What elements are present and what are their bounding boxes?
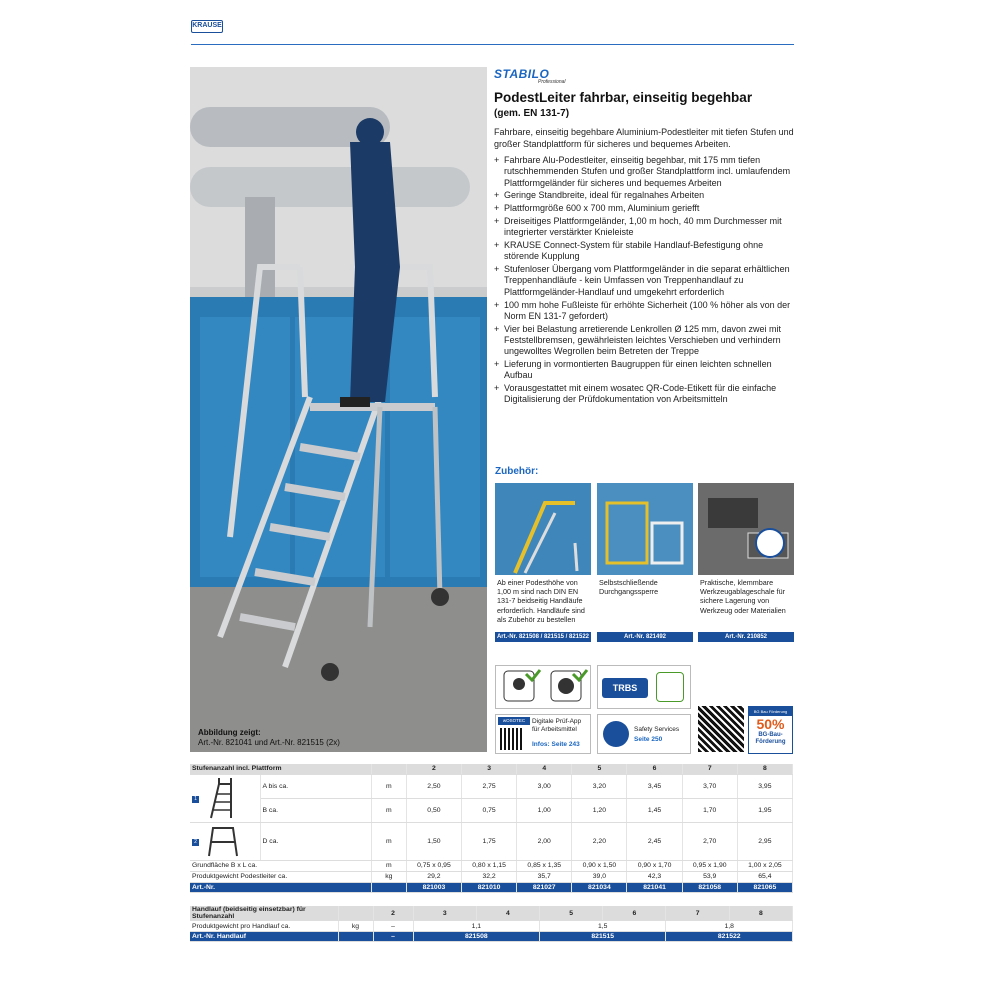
safety-services-icon (603, 721, 629, 747)
feature-item: + 100 mm hohe Fußleiste für erhöhte Sicherheit (100 % höher als von der Norm EN 131-7 gefordert) (494, 300, 794, 323)
qr-code-icon (500, 728, 522, 750)
cell: 3,95 (737, 774, 792, 798)
cell: 42,3 (627, 871, 682, 882)
trbs-badge: TRBS (602, 678, 648, 698)
cell: 1,50 (406, 822, 461, 860)
table-header (190, 764, 793, 774)
hazard-icons (496, 666, 592, 710)
col-header: 7 (682, 764, 737, 774)
table-row (190, 774, 793, 798)
photo-caption (198, 728, 340, 748)
cell: 2,75 (462, 774, 517, 798)
accessory-text: Selbstschließende Durchgangssperre (599, 578, 659, 597)
cell: 1,75 (462, 822, 517, 860)
pruef-app-infos: Infos: Seite 243 (532, 741, 580, 748)
table-header-unit (371, 764, 406, 774)
cell: 1,45 (627, 798, 682, 822)
art-nr-cell: 821058 (682, 882, 737, 892)
cell: 2,20 (572, 822, 627, 860)
pruef-app-text: Digitale Prüf-App für Arbeitsmittel (532, 718, 582, 733)
art-nr-row (190, 882, 793, 892)
feature-item: + Lieferung in vormontierten Baugruppen für einen leichten schnellen Aufbau (494, 359, 794, 382)
col-header: 4 (476, 906, 539, 921)
bg-bau-top: BG Bau Förderung (749, 707, 792, 716)
art-nr-cell: 821041 (627, 882, 682, 892)
cell: 1,5 (540, 921, 666, 932)
accessory-art-nr: Art.-Nr. 821492 (597, 632, 693, 642)
accessory-tray (698, 483, 794, 642)
art-nr-label: Art.-Nr. Handlauf (190, 932, 338, 942)
feature-list (494, 155, 794, 407)
art-nr-unit (371, 882, 406, 892)
trbs-box (597, 665, 691, 709)
feature-item: + Vorausgestattet mit einem wosatec QR-Code-Etikett für die einfache Digitalisierung der Prüfdokumentation von Arbeitsmitteln (494, 383, 794, 406)
cell: 0,75 x 0,95 (406, 860, 461, 871)
table-header-unit (338, 906, 373, 921)
cell: 1,8 (666, 921, 793, 932)
table-header (190, 906, 793, 921)
feature-item: + Plattformgröße 600 x 700 mm, Aluminium geriefft (494, 203, 794, 214)
accessory-gate (597, 483, 693, 642)
accessory-image (597, 483, 693, 575)
cell: 29,2 (406, 871, 461, 882)
ladder-side-icon (201, 824, 245, 858)
handrail-table (190, 906, 793, 942)
feature-item: + Stufenloser Übergang vom Plattformgeländer in die separat erhältlichen Treppenhandläufe - kein Umfassen von Treppenhandlauf zu Plattformgeländer-Handlauf und umgekehrt erforderlich (494, 264, 794, 298)
wosatec-label: wOSOTEC (498, 717, 530, 725)
art-nr-cell: 821065 (737, 882, 792, 892)
cell: 39,0 (572, 871, 627, 882)
accessory-art-nr: Art.-Nr. 821508 / 821515 / 821522 (496, 634, 590, 640)
cell: 1,1 (413, 921, 539, 932)
cell: 2,00 (517, 822, 572, 860)
cell: 0,90 x 1,50 (572, 860, 627, 871)
col-header: 7 (666, 906, 729, 921)
art-nr-unit (338, 932, 373, 942)
bg-bau-badge (748, 706, 793, 754)
art-nr-row (190, 932, 793, 942)
col-header: 5 (540, 906, 603, 921)
ladder-diagram-2: 2 (190, 822, 260, 860)
row-unit: kg (371, 871, 406, 882)
feature-item: + Vier bei Belastung arretierende Lenkrollen Ø 125 mm, davon zwei mit Feststellbremsen, gewährleisten leichtes Verschieben und verhindern ungewolltes Wegrollen beim Betreten der Treppe (494, 324, 794, 358)
pruef-app-box (495, 714, 591, 754)
table-row (190, 822, 793, 860)
caption-text: Art.-Nr. 821041 und Art.-Nr. 821515 (2x) (198, 738, 340, 747)
cell: 0,80 x 1,15 (462, 860, 517, 871)
safety-services-box (597, 714, 691, 754)
cell: 2,45 (627, 822, 682, 860)
product-subtitle: (gem. EN 131-7) (494, 108, 570, 119)
row-unit: m (371, 798, 406, 822)
art-nr-cell: 821027 (517, 882, 572, 892)
art-nr-label: Art.-Nr. (190, 882, 371, 892)
col-header: 5 (572, 764, 627, 774)
accessories-heading: Zubehör: (495, 466, 539, 477)
col-header: 6 (627, 764, 682, 774)
col-header: 8 (729, 906, 792, 921)
row-unit: m (371, 774, 406, 798)
header-divider (191, 44, 794, 45)
krause-logo: KRAUSE (191, 20, 223, 33)
table-header-label: Stufenanzahl incl. Plattform (190, 764, 371, 774)
certified-icon (656, 672, 684, 702)
col-header: 6 (603, 906, 666, 921)
row-unit: m (371, 860, 406, 871)
product-photo (190, 67, 487, 752)
cell: 1,70 (682, 798, 737, 822)
art-nr-cell: 821003 (406, 882, 461, 892)
cell: 1,00 x 2,05 (737, 860, 792, 871)
art-nr-cell: 821522 (666, 932, 793, 942)
cell: 1,00 (517, 798, 572, 822)
cell: 0,95 x 1,90 (682, 860, 737, 871)
accessory-handrail (495, 483, 591, 642)
art-nr-cell: 821010 (462, 882, 517, 892)
row-label: D ca. (260, 822, 371, 860)
cell: 1,95 (737, 798, 792, 822)
cell: 35,7 (517, 871, 572, 882)
cell: 3,00 (517, 774, 572, 798)
feature-item: + KRAUSE Connect-System für stabile Handlauf-Befestigung ohne störende Kupplung (494, 240, 794, 263)
table-row (190, 921, 793, 932)
col-header: 2 (373, 906, 413, 921)
art-nr-cell: 821508 (413, 932, 539, 942)
table-row (190, 860, 793, 871)
art-nr-cell: 821034 (572, 882, 627, 892)
ladder-icon (201, 776, 245, 820)
cell: 2,70 (682, 822, 737, 860)
col-header: 8 (737, 764, 792, 774)
table-row (190, 798, 793, 822)
cell: 0,50 (406, 798, 461, 822)
stabilo-brand: STABILO (494, 67, 550, 81)
col-header: 3 (413, 906, 476, 921)
feature-item: + Dreiseitiges Plattformgeländer, 1,00 m hoch, 40 mm Durchmesser mit integrierter verstärkter Knieleiste (494, 216, 794, 239)
accessory-image (495, 483, 591, 575)
accessory-text: Praktische, klemmbare Werkzeugablageschale für sichere Lagerung von Werkzeug oder Materialien (700, 578, 786, 615)
ladder-diagram-1: 1 (190, 774, 260, 822)
accessory-image (698, 483, 794, 575)
col-header: 2 (406, 764, 461, 774)
row-label: Produktgewicht Podestleiter ca. (190, 871, 371, 882)
cell: 0,90 x 1,70 (627, 860, 682, 871)
feature-item: + Fahrbare Alu-Podestleiter, einseitig begehbar, mit 175 mm tiefen rutschhemmenden Stufen und großer Standplattform incl. umlaufendem Plattformgeländer für sicheres und bequemes Arbeiten (494, 155, 794, 189)
cell: 53,9 (682, 871, 737, 882)
feature-item: + Geringe Standbreite, ideal für regalnahes Arbeiten (494, 190, 794, 201)
cell: – (373, 921, 413, 932)
row-label: Produktgewicht pro Handlauf ca. (190, 921, 338, 932)
col-header: 4 (517, 764, 572, 774)
accessory-art-nr: Art.-Nr. 210852 (698, 632, 794, 642)
cell: 3,20 (572, 774, 627, 798)
table-row (190, 871, 793, 882)
cell: 2,50 (406, 774, 461, 798)
stabilo-brand-sub: Professional (538, 79, 566, 85)
bg-bau-label: BG-Bau-Förderung (755, 732, 786, 745)
art-nr-cell: – (373, 932, 413, 942)
row-label: Grundfläche B x L ca. (190, 860, 371, 871)
cell: 65,4 (737, 871, 792, 882)
art-nr-cell: 821515 (540, 932, 666, 942)
row-label: A bis ca. (260, 774, 371, 798)
product-title: PodestLeiter fahrbar, einseitig begehbar (494, 90, 753, 105)
row-unit: m (371, 822, 406, 860)
safety-services-label: Safety Services (634, 726, 680, 733)
cell: 3,70 (682, 774, 737, 798)
cell: 0,85 x 1,35 (517, 860, 572, 871)
cell: 3,45 (627, 774, 682, 798)
specs-table (190, 764, 793, 893)
col-header: 3 (462, 764, 517, 774)
cell: 1,20 (572, 798, 627, 822)
row-unit: kg (338, 921, 373, 932)
qr-code-icon (698, 706, 744, 752)
safety-services-page: Seite 250 (634, 736, 663, 743)
bg-bau-percent: 50% (756, 716, 785, 732)
accessory-text: Ab einer Podesthöhe von 1,00 m sind nach DIN EN 131-7 beidseitig Handläufe erforderlich. Handläufe sind als Zubehör zu bestellen (497, 578, 585, 624)
caption-title: Abbildung zeigt: (198, 728, 261, 737)
safety-icons-box (495, 665, 591, 709)
cell: 2,95 (737, 822, 792, 860)
table-header-label: Handlauf (beidseitig einsetzbar) für Stufenanzahl (190, 906, 338, 921)
row-label: B ca. (260, 798, 371, 822)
product-intro: Fahrbare, einseitig begehbare Aluminium-Podestleiter mit tiefen Stufen und großer Standplattform für sicheres und bequemes Arbeiten. (494, 127, 794, 149)
cell: 0,75 (462, 798, 517, 822)
cell: 32,2 (462, 871, 517, 882)
